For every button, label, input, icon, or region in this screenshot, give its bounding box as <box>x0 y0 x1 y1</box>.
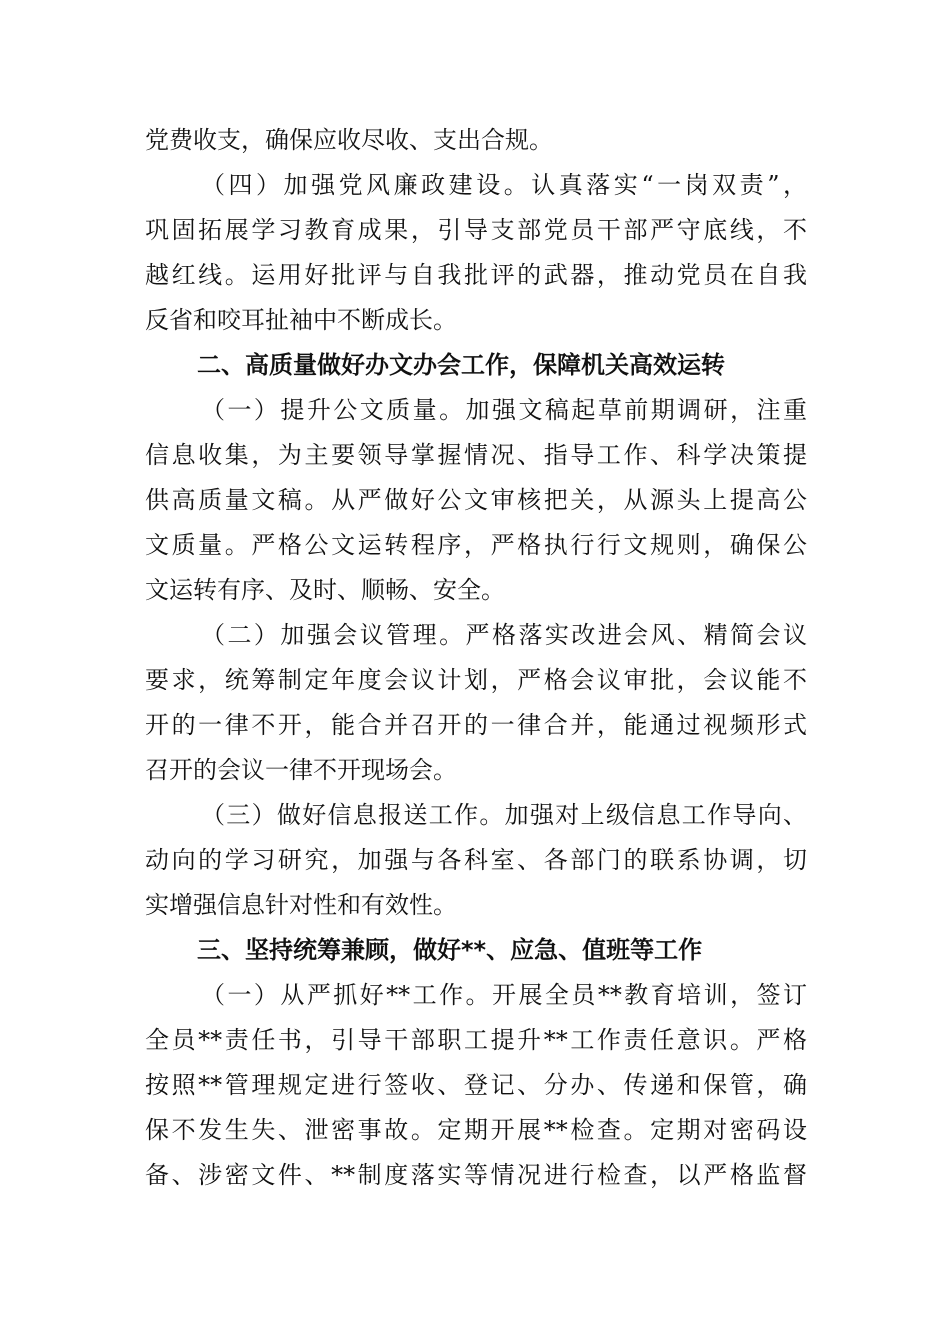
paragraph-fee <box>145 118 807 163</box>
text-line: （一）从严抓好**工作。开展全员**教育培训，签订 <box>201 981 807 1009</box>
text-line: 信息收集，为主要领导掌握情况、指导工作、科学决策提 <box>145 441 807 469</box>
text-line: 实增强信息针对性和有效性。 <box>145 891 457 919</box>
text-line: （三）做好信息报送工作。加强对上级信息工作导向、 <box>201 801 807 829</box>
text-line: 开的一律不开，能合并召开的一律合并，能通过视频形式 <box>145 711 807 739</box>
text-line: 巩固拓展学习教育成果，引导支部党员干部严守底线，不 <box>145 216 807 244</box>
text-line: 全员**责任书，引导干部职工提升**工作责任意识。严格 <box>145 1026 807 1054</box>
document-page <box>145 118 807 1198</box>
text-line: （二）加强会议管理。严格落实改进会风、精简会议 <box>201 621 807 649</box>
text-line: （四）加强党风廉政建设。认真落实“一岗双责”， <box>201 171 807 199</box>
text-line: 反省和咬耳扯袖中不断成长。 <box>145 306 457 334</box>
text-line: 保不发生失、泄密事故。定期开展**检查。定期对密码设 <box>145 1116 807 1144</box>
text-line: 备、涉密文件、**制度落实等情况进行检查，以严格监督 <box>145 1161 807 1189</box>
text-line: 文质量。严格公文运转程序，严格执行行文规则，确保公 <box>145 531 807 559</box>
section-heading-2: 二、高质量做好办文办会工作，保障机关高效运转 <box>197 351 725 379</box>
text-line: 党费收支，确保应收尽收、支出合规。 <box>145 126 553 154</box>
paragraph-1-4 <box>145 163 807 343</box>
paragraph-2-1 <box>145 388 807 613</box>
text-line: 要求，统筹制定年度会议计划，严格会议审批，会议能不 <box>145 666 807 694</box>
text-line: 文运转有序、及时、顺畅、安全。 <box>145 576 505 604</box>
text-line: 按照**管理规定进行签收、登记、分办、传递和保管，确 <box>145 1071 807 1099</box>
text-line: （一）提升公文质量。加强文稿起草前期调研，注重 <box>201 396 807 424</box>
text-line: 动向的学习研究，加强与各科室、各部门的联系协调，切 <box>145 846 807 874</box>
text-line: 供高质量文稿。从严做好公文审核把关，从源头上提高公 <box>145 486 807 514</box>
paragraph-3-1 <box>145 973 807 1198</box>
section-heading-3: 三、坚持统筹兼顾，做好**、应急、值班等工作 <box>197 936 703 964</box>
text-line: 越红线。运用好批评与自我批评的武器，推动党员在自我 <box>145 261 807 289</box>
text-line: 召开的会议一律不开现场会。 <box>145 756 457 784</box>
paragraph-2-3 <box>145 793 807 928</box>
paragraph-2-2 <box>145 613 807 793</box>
